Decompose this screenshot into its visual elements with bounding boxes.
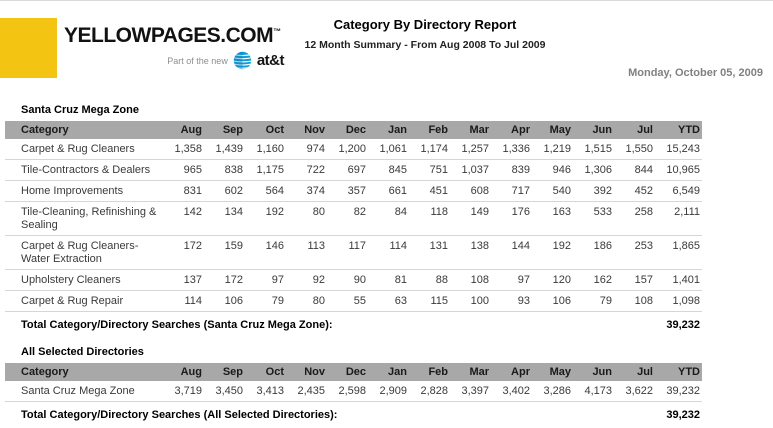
month-value-cell: 357 (327, 181, 368, 202)
month-column-header: Aug (163, 121, 204, 139)
report-subtitle: 12 Month Summary - From Aug 2008 To Jul 2009 (304, 39, 546, 51)
logo-wordmark: YELLOWPAGES.COM (64, 24, 274, 47)
month-value-cell: 186 (573, 236, 614, 270)
month-column-header: Jul (614, 363, 655, 381)
month-value-cell: 1,160 (245, 139, 286, 160)
report-title-block (290, 17, 560, 51)
month-value-cell: 965 (163, 160, 204, 181)
month-value-cell: 84 (368, 202, 409, 236)
month-value-cell: 138 (450, 236, 491, 270)
month-value-cell: 172 (163, 236, 204, 270)
month-value-cell: 90 (327, 270, 368, 291)
month-value-cell: 845 (368, 160, 409, 181)
total-label: Total Category/Directory Searches (All Selected Directories): (21, 409, 338, 421)
page-header (0, 1, 773, 96)
month-value-cell: 192 (245, 202, 286, 236)
table-row (5, 181, 702, 202)
month-column-header: Aug (163, 363, 204, 381)
month-column-header: Jan (368, 121, 409, 139)
month-value-cell: 451 (409, 181, 450, 202)
month-value-cell: 1,439 (204, 139, 245, 160)
table-header-row (5, 363, 702, 381)
ytd-value-cell: 10,965 (655, 160, 702, 181)
category-column-header: Category (5, 363, 163, 381)
att-tagline-row (64, 51, 284, 70)
total-value: 39,232 (666, 409, 700, 421)
category-column-header: Category (5, 121, 163, 139)
month-value-cell: 717 (491, 181, 532, 202)
month-value-cell: 108 (614, 291, 655, 312)
month-value-cell: 1,037 (450, 160, 491, 181)
category-cell: Upholstery Cleaners (5, 270, 163, 291)
month-value-cell: 258 (614, 202, 655, 236)
month-value-cell: 79 (245, 291, 286, 312)
yellowpages-logo-square (0, 18, 57, 78)
month-value-cell: 751 (409, 160, 450, 181)
month-value-cell: 1,306 (573, 160, 614, 181)
category-cell: Home Improvements (5, 181, 163, 202)
month-value-cell: 2,435 (286, 381, 327, 402)
month-column-header: Nov (286, 363, 327, 381)
month-value-cell: 137 (163, 270, 204, 291)
section-title: All Selected Directories (21, 346, 144, 358)
month-value-cell: 97 (491, 270, 532, 291)
month-value-cell: 55 (327, 291, 368, 312)
month-value-cell: 3,719 (163, 381, 204, 402)
category-cell: Carpet & Rug Cleaners (5, 139, 163, 160)
month-value-cell: 2,828 (409, 381, 450, 402)
month-column-header: May (532, 363, 573, 381)
month-value-cell: 722 (286, 160, 327, 181)
category-cell: Tile-Cleaning, Refinishing & Sealing (5, 202, 163, 236)
month-value-cell: 142 (163, 202, 204, 236)
month-value-cell: 114 (368, 236, 409, 270)
month-value-cell: 79 (573, 291, 614, 312)
month-value-cell: 114 (163, 291, 204, 312)
month-value-cell: 1,219 (532, 139, 573, 160)
month-value-cell: 374 (286, 181, 327, 202)
month-value-cell: 118 (409, 202, 450, 236)
month-value-cell: 608 (450, 181, 491, 202)
table-row (5, 291, 702, 312)
month-value-cell: 134 (204, 202, 245, 236)
month-column-header: Apr (491, 363, 532, 381)
month-value-cell: 392 (573, 181, 614, 202)
table-row (5, 202, 702, 236)
month-column-header: Mar (450, 363, 491, 381)
month-value-cell: 1,336 (491, 139, 532, 160)
month-column-header: May (532, 121, 573, 139)
month-value-cell: 113 (286, 236, 327, 270)
month-value-cell: 3,413 (245, 381, 286, 402)
ytd-value-cell: 1,098 (655, 291, 702, 312)
month-value-cell: 131 (409, 236, 450, 270)
month-value-cell: 3,450 (204, 381, 245, 402)
month-value-cell: 157 (614, 270, 655, 291)
month-value-cell: 117 (327, 236, 368, 270)
month-value-cell: 108 (450, 270, 491, 291)
table-row (5, 236, 702, 270)
table-row (5, 381, 702, 402)
month-value-cell: 106 (204, 291, 245, 312)
month-column-header: Oct (245, 121, 286, 139)
month-value-cell: 1,550 (614, 139, 655, 160)
month-value-cell: 120 (532, 270, 573, 291)
month-value-cell: 93 (491, 291, 532, 312)
ytd-value-cell: 1,401 (655, 270, 702, 291)
table-header-row (5, 121, 702, 139)
month-column-header: Feb (409, 363, 450, 381)
section-title: Santa Cruz Mega Zone (21, 104, 139, 116)
month-value-cell: 1,175 (245, 160, 286, 181)
month-value-cell: 92 (286, 270, 327, 291)
month-value-cell: 540 (532, 181, 573, 202)
month-value-cell: 115 (409, 291, 450, 312)
yellowpages-logo-text (64, 24, 284, 48)
total-label: Total Category/Directory Searches (Santa Cruz Mega Zone): (21, 319, 333, 331)
month-value-cell: 106 (532, 291, 573, 312)
month-value-cell: 602 (204, 181, 245, 202)
report-table (5, 363, 702, 402)
category-cell: Carpet & Rug Repair (5, 291, 163, 312)
month-value-cell: 946 (532, 160, 573, 181)
month-column-header: Oct (245, 363, 286, 381)
att-globe-icon (233, 51, 252, 70)
month-column-header: Jan (368, 363, 409, 381)
ytd-value-cell: 1,865 (655, 236, 702, 270)
month-value-cell: 697 (327, 160, 368, 181)
trademark-symbol: ™ (273, 27, 281, 36)
ytd-column-header: YTD (655, 363, 702, 381)
month-value-cell: 88 (409, 270, 450, 291)
month-value-cell: 831 (163, 181, 204, 202)
ytd-value-cell: 15,243 (655, 139, 702, 160)
report-content (5, 104, 702, 428)
table-row (5, 139, 702, 160)
section-total-row (5, 402, 702, 428)
category-cell: Carpet & Rug Cleaners-Water Extraction (5, 236, 163, 270)
yellowpages-logo (64, 24, 284, 70)
month-column-header: Nov (286, 121, 327, 139)
month-value-cell: 3,402 (491, 381, 532, 402)
report-date: Monday, October 05, 2009 (628, 67, 763, 79)
month-value-cell: 4,173 (573, 381, 614, 402)
month-value-cell: 661 (368, 181, 409, 202)
month-value-cell: 192 (532, 236, 573, 270)
month-value-cell: 80 (286, 202, 327, 236)
month-value-cell: 100 (450, 291, 491, 312)
report-section (5, 346, 702, 428)
month-value-cell: 159 (204, 236, 245, 270)
month-value-cell: 80 (286, 291, 327, 312)
ytd-column-header: YTD (655, 121, 702, 139)
month-value-cell: 172 (204, 270, 245, 291)
month-column-header: Sep (204, 363, 245, 381)
month-value-cell: 974 (286, 139, 327, 160)
month-value-cell: 533 (573, 202, 614, 236)
month-column-header: Mar (450, 121, 491, 139)
report-title: Category By Directory Report (333, 17, 517, 32)
category-cell: Tile-Contractors & Dealers (5, 160, 163, 181)
month-value-cell: 3,622 (614, 381, 655, 402)
month-value-cell: 3,286 (532, 381, 573, 402)
month-value-cell: 844 (614, 160, 655, 181)
month-value-cell: 253 (614, 236, 655, 270)
month-value-cell: 81 (368, 270, 409, 291)
month-value-cell: 1,358 (163, 139, 204, 160)
month-value-cell: 176 (491, 202, 532, 236)
month-value-cell: 839 (491, 160, 532, 181)
month-value-cell: 149 (450, 202, 491, 236)
table-row (5, 160, 702, 181)
month-value-cell: 163 (532, 202, 573, 236)
month-column-header: Dec (327, 121, 368, 139)
month-value-cell: 1,515 (573, 139, 614, 160)
month-value-cell: 63 (368, 291, 409, 312)
month-column-header: Sep (204, 121, 245, 139)
month-value-cell: 1,061 (368, 139, 409, 160)
month-column-header: Jul (614, 121, 655, 139)
month-column-header: Feb (409, 121, 450, 139)
table-row (5, 270, 702, 291)
month-value-cell: 452 (614, 181, 655, 202)
month-value-cell: 1,200 (327, 139, 368, 160)
ytd-value-cell: 2,111 (655, 202, 702, 236)
month-column-header: Apr (491, 121, 532, 139)
month-value-cell: 564 (245, 181, 286, 202)
att-tagline: Part of the new (167, 55, 228, 66)
month-value-cell: 144 (491, 236, 532, 270)
month-column-header: Jun (573, 121, 614, 139)
month-value-cell: 1,174 (409, 139, 450, 160)
ytd-value-cell: 39,232 (655, 381, 702, 402)
month-value-cell: 838 (204, 160, 245, 181)
report-table (5, 121, 702, 312)
month-value-cell: 146 (245, 236, 286, 270)
category-cell: Santa Cruz Mega Zone (5, 381, 163, 402)
ytd-value-cell: 6,549 (655, 181, 702, 202)
month-value-cell: 1,257 (450, 139, 491, 160)
total-value: 39,232 (666, 319, 700, 331)
section-total-row (5, 312, 702, 338)
month-column-header: Jun (573, 363, 614, 381)
month-value-cell: 3,397 (450, 381, 491, 402)
month-column-header: Dec (327, 363, 368, 381)
month-value-cell: 2,598 (327, 381, 368, 402)
month-value-cell: 2,909 (368, 381, 409, 402)
month-value-cell: 82 (327, 202, 368, 236)
att-wordmark: at&t (256, 52, 284, 69)
month-value-cell: 97 (245, 270, 286, 291)
month-value-cell: 162 (573, 270, 614, 291)
report-section (5, 104, 702, 338)
